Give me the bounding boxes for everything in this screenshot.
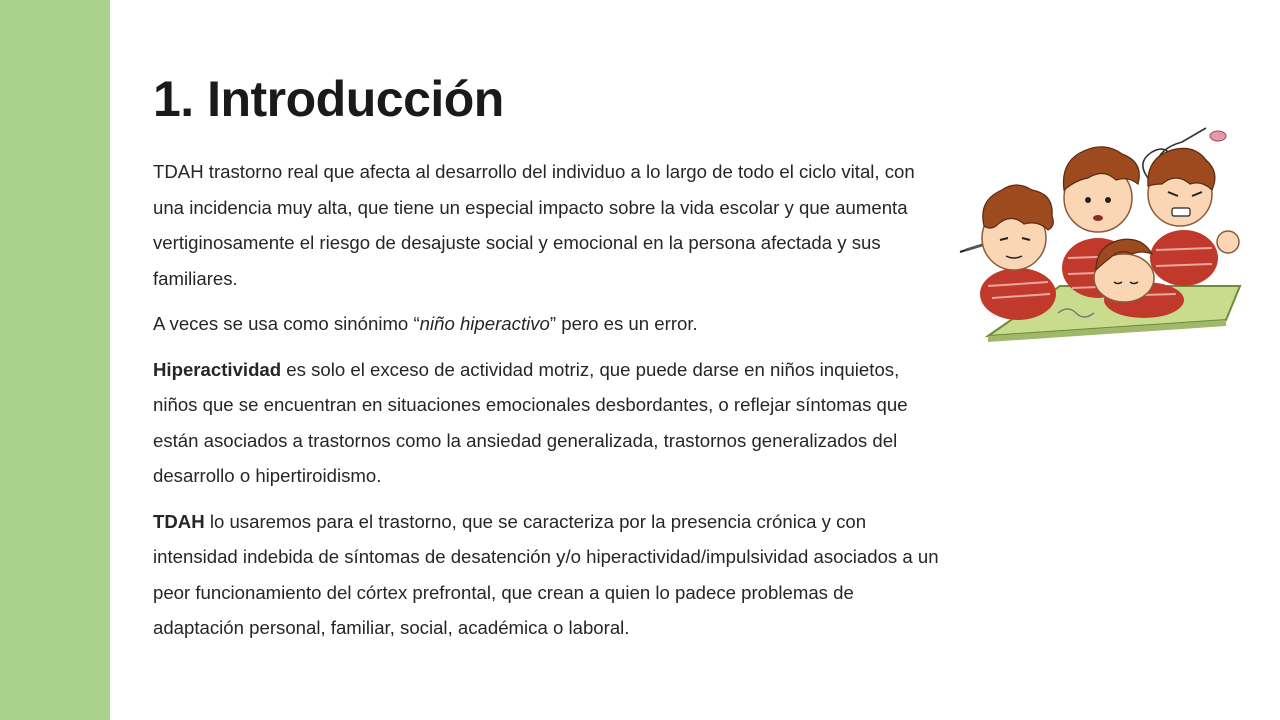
synonym-term: niño hiperactivo [419,313,550,334]
tdah-description: lo usaremos para el trastorno, que se caracteriza por la presencia crónica y con intensidad indebida de síntomas de desatención y/o hiperactividad/impulsividad asociados a un peor funcionamiento del córtex prefrontal, que crean a quien lo padece problemas de adaptación personal, familiar, social, académica o laboral. [153,510,939,638]
left-accent-bar [0,0,110,720]
slide-body [153,154,948,646]
synonym-text-after: ” pero es un error. [549,313,698,334]
hiperactividad-term: Hiperactividad [153,358,282,380]
hiperactividad-description: es solo el exceso de actividad motriz, que puede darse en niños inquietos, niños que se encuentran en situaciones emocionales desbordantes, o reflejar síntomas que están asociados a trastornos como la ansiedad generalizada, trastornos generalizados del desarrollo o hipertiroidismo. [153,358,908,486]
slide-title: 1. Introducción [153,71,504,127]
tdah-term: TDAH [153,510,205,532]
paragraph-synonym [153,306,948,342]
paragraph-hiperactividad [153,352,948,494]
cartoon-hyperactive-child-icon [948,118,1248,348]
paragraph-tdah [153,504,948,646]
paragraph-definition: TDAH trastorno real que afecta al desarrollo del individuo a lo largo de todo el ciclo vital, con una incidencia muy alta, que tiene un especial impacto sobre la vida escolar y que aumenta vertiginosamente el riesgo de desajuste social y emocional en la persona afectada y sus familiares. [153,161,915,289]
synonym-text-before: A veces se usa como sinónimo “ [153,313,420,334]
